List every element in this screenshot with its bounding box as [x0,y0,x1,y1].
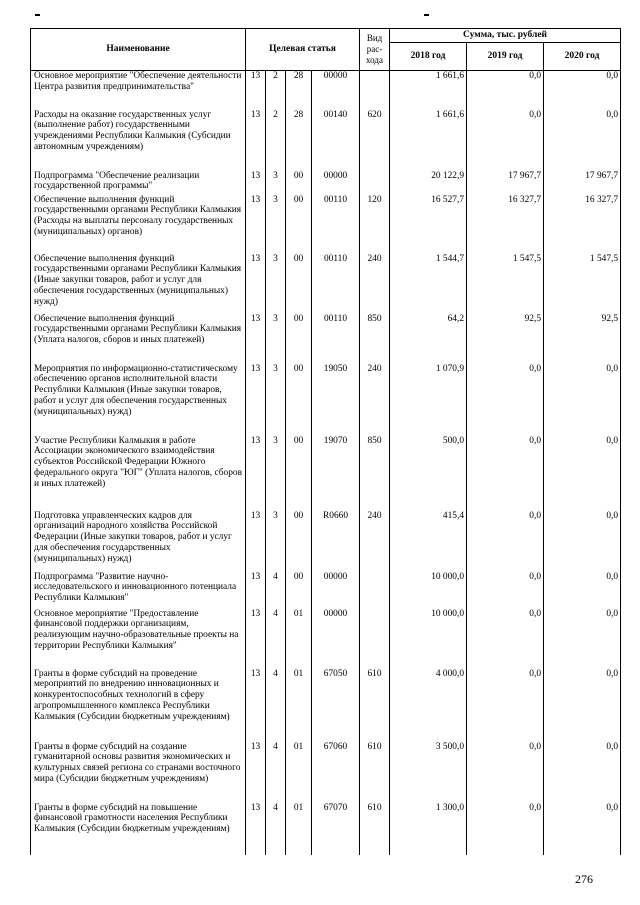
table-row [31,609,621,669]
row-code-4: 00110 [312,195,360,254]
page-number: 276 [575,872,593,886]
row-2019: 0,0 [467,742,544,803]
row-2018: 3 500,0 [390,742,467,803]
row-2020: 92,5 [544,314,621,364]
row-2020: 0,0 [544,110,621,171]
row-code-2: 3 [266,511,286,572]
row-2018: 1 070,9 [390,364,467,436]
table-row [31,669,621,742]
header-type: Вид рас-хода [360,29,390,71]
row-name: Подготовка управленческих кадров для организаций народного хозяйства Российской Федерации (Иные закупки товаров, работ и услуг для обеспечения государственных (муниципальных) нужд) [31,511,246,572]
row-type: 240 [360,254,390,314]
header-name: Наименование [31,29,246,71]
row-code-2: 4 [266,609,286,669]
row-2018: 1 661,6 [390,71,467,110]
row-code-1: 13 [246,436,266,511]
row-type [360,71,390,110]
row-code-4: 19070 [312,436,360,511]
row-code-4: 00110 [312,314,360,364]
row-2019: 0,0 [467,511,544,572]
row-type: 120 [360,195,390,254]
row-2020: 0,0 [544,669,621,742]
row-name: Мероприятия по информационно-статистическому обеспечению органов исполнительной власти Республики Калмыкия (Иные закупки товаров, работ и услуг для обеспечения государственных (муниципальных) нужд) [31,364,246,436]
row-code-1: 13 [246,669,266,742]
row-2019: 0,0 [467,71,544,110]
row-type: 620 [360,110,390,171]
row-name: Участие Республики Калмыкия в работе Ассоциации экономического взаимодействия субъектов Российской Федерации Южного федерального округа "ЮГ" (Уплата налогов, сборов и иных платежей) [31,436,246,511]
row-code-2: 2 [266,110,286,171]
row-code-4: 67050 [312,669,360,742]
row-2020: 1 547,5 [544,254,621,314]
row-code-2: 2 [266,71,286,110]
row-name: Подпрограмма "Обеспечение реализации государственной программы" [31,171,246,195]
table-row [31,511,621,572]
row-name: Гранты в форме субсидий на проведение мероприятий по внедрению инновационных и конкурентоспособных технологий в сферу агропромышленного комплекса Республики Калмыкия (Субсидии бюджетным учреждениям) [31,669,246,742]
row-code-1: 13 [246,71,266,110]
row-2018: 1 300,0 [390,803,467,855]
row-code-4: 67060 [312,742,360,803]
row-code-2: 3 [266,436,286,511]
row-code-3: 00 [286,436,312,511]
scan-mark-right [424,14,429,16]
row-type: 610 [360,803,390,855]
row-code-3: 01 [286,609,312,669]
row-2018: 64,2 [390,314,467,364]
table-row [31,803,621,855]
table-row [31,110,621,171]
row-code-2: 3 [266,195,286,254]
row-2019: 0,0 [467,110,544,171]
row-name: Гранты в форме субсидий на создание гуманитарной основы развития экономических и культурных связей региона со странами восточного мира (Субсидии бюджетным учреждениям) [31,742,246,803]
row-code-1: 13 [246,572,266,609]
row-2019: 1 547,5 [467,254,544,314]
row-code-4: 00000 [312,171,360,195]
row-code-3: 00 [286,314,312,364]
row-2020: 0,0 [544,742,621,803]
row-2020: 17 967,7 [544,171,621,195]
row-code-2: 3 [266,314,286,364]
row-code-4: 00110 [312,254,360,314]
row-2019: 92,5 [467,314,544,364]
row-code-2: 4 [266,572,286,609]
row-code-3: 00 [286,511,312,572]
row-code-4: 00140 [312,110,360,171]
row-type: 850 [360,436,390,511]
row-name: Расходы на оказание государственных услуг (выполнение работ) государственными учреждениями Республики Калмыкия (Субсидии автономным учреждениям) [31,110,246,171]
table-row [31,436,621,511]
row-type: 240 [360,364,390,436]
row-type: 850 [360,314,390,364]
row-2020: 0,0 [544,609,621,669]
table-row [31,572,621,609]
row-2018: 4 000,0 [390,669,467,742]
row-type [360,609,390,669]
row-code-2: 4 [266,742,286,803]
row-2019: 0,0 [467,803,544,855]
row-2018: 10 000,0 [390,609,467,669]
row-2019: 0,0 [467,669,544,742]
row-2019: 0,0 [467,364,544,436]
row-type: 610 [360,742,390,803]
table-row [31,364,621,436]
row-2019: 16 327,7 [467,195,544,254]
row-code-1: 13 [246,511,266,572]
row-code-1: 13 [246,254,266,314]
row-name: Обеспечение выполнения функций государственными органами Республики Калмыкия (Уплата налогов, сборов и иных платежей) [31,314,246,364]
row-2020: 0,0 [544,71,621,110]
row-2019: 0,0 [467,609,544,669]
header-sum: Сумма, тыс. рублей [390,29,621,43]
row-code-3: 00 [286,364,312,436]
row-2020: 0,0 [544,803,621,855]
row-type: 610 [360,669,390,742]
row-type [360,171,390,195]
header-target: Целевая статья [246,29,360,71]
row-2018: 1 544,7 [390,254,467,314]
row-2020: 16 327,7 [544,195,621,254]
header-year-2020: 2020 год [544,43,621,71]
table-row [31,195,621,254]
table-row [31,71,621,110]
row-2018: 10 000,0 [390,572,467,609]
row-code-4: 19050 [312,364,360,436]
row-2018: 500,0 [390,436,467,511]
row-code-2: 4 [266,669,286,742]
row-2018: 415,4 [390,511,467,572]
header-year-2019: 2019 год [467,43,544,71]
row-2020: 0,0 [544,436,621,511]
row-code-2: 4 [266,803,286,855]
row-code-4: 00000 [312,71,360,110]
scan-mark-left [35,14,40,16]
row-code-1: 13 [246,803,266,855]
row-2019: 17 967,7 [467,171,544,195]
row-name: Гранты в форме субсидий на повышение финансовой грамотности населения Республики Калмыкия (Субсидии бюджетным учреждениям) [31,803,246,855]
row-2020: 0,0 [544,572,621,609]
header-year-2018: 2018 год [390,43,467,71]
row-name: Обеспечение выполнения функций государственными органами Республики Калмыкия (Расходы на выплаты персоналу государственных (муниципальных) органов) [31,195,246,254]
table-header [31,29,621,71]
row-code-3: 01 [286,742,312,803]
row-code-4: R0660 [312,511,360,572]
row-code-1: 13 [246,195,266,254]
row-code-1: 13 [246,110,266,171]
table-body [31,71,621,855]
row-code-3: 28 [286,71,312,110]
row-code-3: 01 [286,803,312,855]
row-2018: 16 527,7 [390,195,467,254]
row-code-3: 01 [286,669,312,742]
row-code-1: 13 [246,171,266,195]
row-name: Подпрограмма "Развитие научно-исследовательского и инновационного потенциала Республики Калмыкия" [31,572,246,609]
row-type [360,572,390,609]
row-code-2: 3 [266,171,286,195]
table-row [31,254,621,314]
row-2019: 0,0 [467,572,544,609]
table-row [31,171,621,195]
row-code-3: 00 [286,572,312,609]
row-code-1: 13 [246,742,266,803]
row-2020: 0,0 [544,511,621,572]
row-code-1: 13 [246,364,266,436]
row-2018: 1 661,6 [390,110,467,171]
table-row [31,314,621,364]
row-2018: 20 122,9 [390,171,467,195]
row-code-1: 13 [246,609,266,669]
row-type: 240 [360,511,390,572]
row-code-4: 00000 [312,609,360,669]
budget-table [30,28,621,855]
row-code-3: 00 [286,195,312,254]
row-name: Основное мероприятие "Предоставление финансовой поддержки организациям, реализующим научно-образовательные проекты на территории Республики Калмыкия" [31,609,246,669]
row-2020: 0,0 [544,364,621,436]
row-code-4: 00000 [312,572,360,609]
row-name: Основное мероприятие "Обеспечение деятельности Центра развития предпринимательства" [31,71,246,110]
row-code-2: 3 [266,254,286,314]
table-row [31,742,621,803]
row-name: Обеспечение выполнения функций государственными органами Республики Калмыкия (Иные закупки товаров, работ и услуг для обеспечения государственных (муниципальных) нужд) [31,254,246,314]
row-code-3: 00 [286,254,312,314]
row-code-2: 3 [266,364,286,436]
row-code-4: 67070 [312,803,360,855]
row-2019: 0,0 [467,436,544,511]
row-code-1: 13 [246,314,266,364]
row-code-3: 28 [286,110,312,171]
row-code-3: 00 [286,171,312,195]
